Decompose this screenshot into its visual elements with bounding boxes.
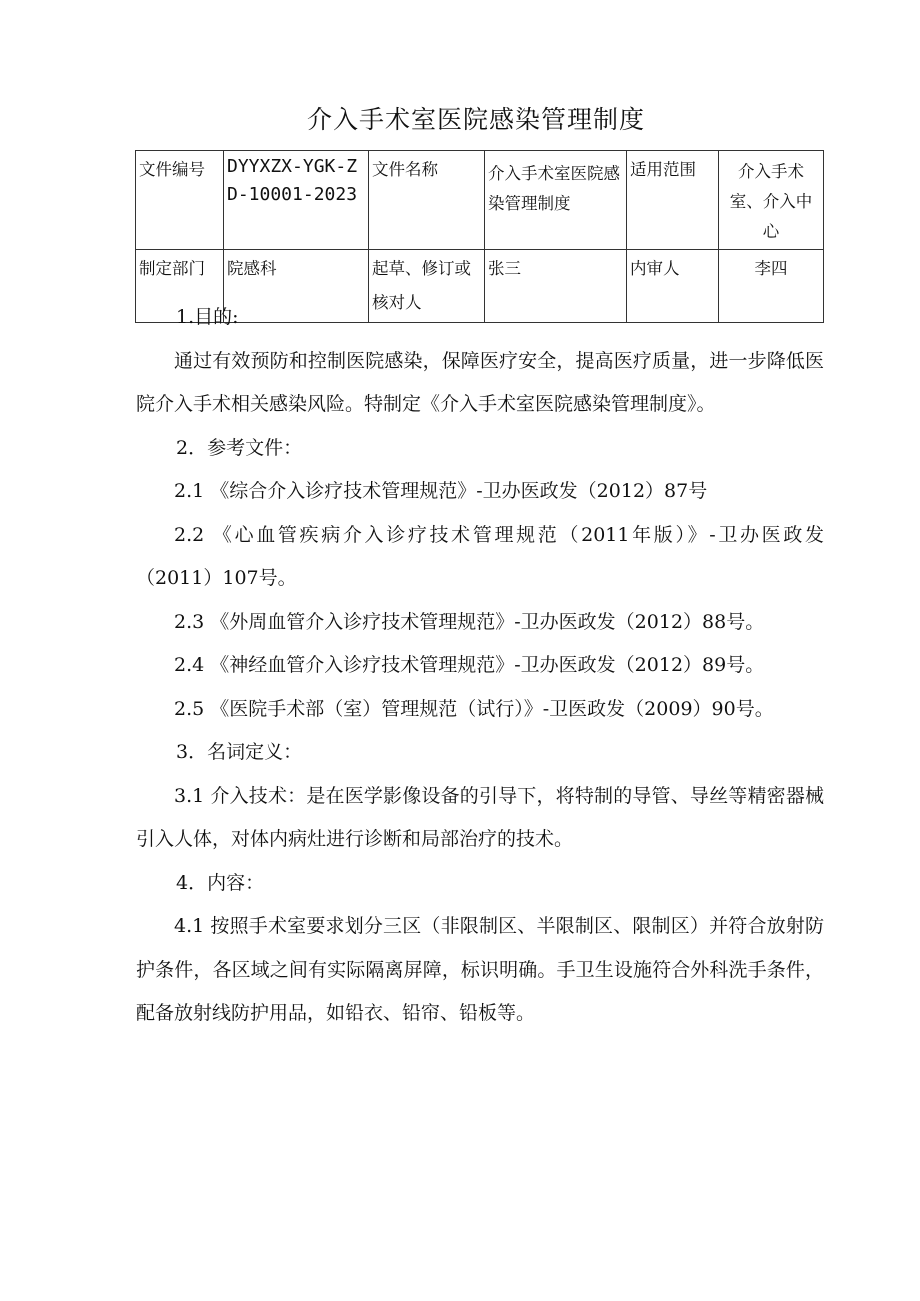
doc-name-value: 介入手术室医院感染管理制度: [485, 151, 627, 250]
scope-value: 介入手术室、介入中心: [719, 151, 824, 250]
doc-number-label: 文件编号: [136, 151, 224, 250]
doc-number-value: DYYXZX-YGK-ZD-10001-2023: [224, 151, 369, 250]
reviewer-value: 李四: [719, 250, 824, 323]
reference-item: 2.3 《外周血管介入诊疗技术管理规范》-卫办医政发（2012）88号。: [174, 610, 765, 633]
drafter-label: 起草、修订或核对人: [369, 250, 485, 323]
section-heading-content: 4．内容：: [176, 871, 265, 894]
section-heading-definitions: 3．名词定义：: [176, 741, 303, 763]
document-title: 介入手术室医院感染管理制度: [306, 105, 645, 134]
reference-item: 2.5 《医院手术部（室）管理规范（试行）》-卫医政发（2009）90号。: [174, 697, 774, 720]
definition-item: 3.1 介入技术：是在医学影像设备的引导下，将特制的导管、导丝等精密器械引入人体，对体内病灶进行诊断和局部治疗的技术。: [136, 784, 824, 850]
drafter-value: 张三: [485, 250, 627, 323]
document-body: [136, 296, 824, 1036]
paragraph-purpose: 通过有效预防和控制医院感染，保障医疗安全，提高医疗质量，进一步降低医院介入手术相关感染风险。特制定《介入手术室医院感染管理制度》。: [136, 349, 824, 415]
doc-name-label: 文件名称: [369, 151, 485, 250]
section-heading-references: 2．参考文件：: [176, 436, 303, 459]
dept-label: 制定部门: [136, 250, 224, 323]
reference-item: 2.4 《神经血管介入诊疗技术管理规范》-卫办医政发（2012）89号。: [174, 654, 765, 676]
reference-item: 2.1 《综合介入诊疗技术管理规范》-卫办医政发（2012）87号: [174, 480, 708, 502]
reference-item: 2.2 《心血管疾病介入诊疗技术管理规范（2011年版）》-卫办医政发（2011）107号。: [136, 523, 824, 589]
meta-row-1: [136, 151, 824, 250]
dept-value: 院感科: [224, 250, 369, 323]
reviewer-label: 内审人: [627, 250, 719, 323]
scope-label: 适用范围: [627, 151, 719, 250]
section-heading-purpose: 1.目的:: [176, 306, 239, 328]
content-item: 4.1 按照手术室要求划分三区（非限制区、半限制区、限制区）并符合放射防护条件，各区域之间有实际隔离屏障，标识明确。手卫生设施符合外科洗手条件，配备放射线防护用品，如铅衣、铅帘、铅板等。: [136, 915, 824, 1024]
